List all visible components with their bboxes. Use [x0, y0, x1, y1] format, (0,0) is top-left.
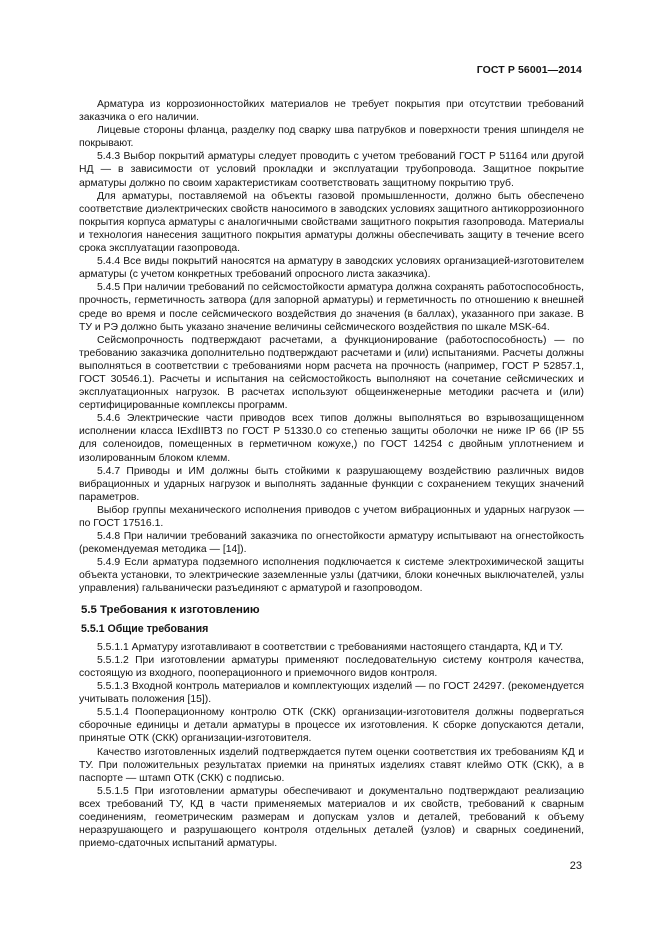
- paragraph: 5.4.8 При наличии требований заказчика по огнестойкости арматуру испытывают на огнестойкость (рекомендуемая методика — [14]).: [79, 531, 584, 556]
- page-body: [79, 98, 584, 850]
- page-number: 23: [569, 860, 582, 872]
- paragraph: 5.5.1.5 При изготовлении арматуры обеспечивают и документально подтверждают реализацию всех требований ТУ, КД в части применяемых материалов и их свойств, требований к сварным соединениям, геометрическим размерам и допускам узлов и деталей, требований к объему неразрушающего и разрушающего контроля отдельных деталей (узлов) и сварных соединений, приемо-сдаточных испытаний арматуры.: [79, 785, 584, 850]
- paragraph: 5.5.1.2 При изготовлении арматуры применяют последовательную систему контроля качества, состоящую из входного, пооперационного и приемочного видов контроля.: [79, 654, 584, 679]
- paragraph: 5.5.1.1 Арматуру изготавливают в соответствии с требованиями настоящего стандарта, КД и ТУ.: [97, 641, 564, 653]
- paragraph: 5.5.1.4 Пооперационному контролю ОТК (СКК) организации-изготовителя должны подвергаться сборочные единицы и детали арматуры в процессе их изготовления. К сборке допускаются детали, принятые ОТК (СКК) организации-изготовителя.: [79, 707, 584, 745]
- paragraph: 5.4.6 Электрические части приводов всех типов должны выполняться во взрывозащищенном исполнении класса IExdIIBT3 по ГОСТ Р 51330.0 со степенью защиты оболочки не ниже IP 66 (IP 55 для соленоидов, помещенных в герметичном кожухе,) по ГОСТ 14254 с двойным уплотнением и изолированным блоком клемм.: [79, 413, 584, 464]
- paragraph: Лицевые стороны фланца, разделку под сварку шва патрубков и поверхности трения шпинделя не покрывают.: [79, 125, 584, 150]
- paragraph: 5.4.7 Приводы и ИМ должны быть стойкими к разрушающему воздействию различных видов вибрационных и ударных нагрузок и выполнять заданные функции с сохранением текущих значений параметров.: [79, 465, 584, 503]
- paragraph: 5.4.5 При наличии требований по сейсмостойкости арматура должна сохранять работоспособность, прочность, герметичность затвора (для запорной арматуры) и герметичность по отношению к внешней среде во время и после сейсмического воздействия до значения (в баллах), указанного при заказе. В ТУ и РЭ должно быть указано значение величины сейсмического воздействия по шкале MSK-64.: [79, 282, 584, 333]
- subsection-heading: 5.5.1 Общие требования: [81, 622, 209, 635]
- section-heading: 5.5 Требования к изготовлению: [81, 603, 260, 616]
- paragraph: Арматура из коррозионностойких материалов не требует покрытия при отсутствии требований заказчика о его наличии.: [79, 99, 584, 124]
- paragraph: 5.4.4 Все виды покрытий наносятся на арматуру в заводских условиях организацией-изготовителем арматуры (с учетом конкретных требований опросного листа заказчика).: [79, 256, 584, 281]
- paragraph: 5.4.3 Выбор покрытий арматуры следует проводить с учетом требований ГОСТ Р 51164 или другой НД — в зависимости от условий прокладки и эксплуатации трубопровода. Защитное покрытие арматуры должно по своим характеристикам соответствовать защитному покрытию труб.: [79, 151, 584, 189]
- paragraph: Качество изготовленных изделий подтверждается путем оценки соответствия их требованиям КД и ТУ. При положительных результатах приемки на принятых изделиях ставят клеймо ОТК (СКК), а в паспорте — штамп ОТК (СКК) с подписью.: [79, 746, 584, 784]
- paragraph: 5.5.1.3 Входной контроль материалов и комплектующих изделий — по ГОСТ 24297. (рекомендуется учитывать положения [15]).: [79, 681, 584, 706]
- paragraph: Выбор группы механического исполнения приводов с учетом вибрационных и ударных нагрузок — по ГОСТ 17516.1.: [79, 504, 584, 529]
- document-header: ГОСТ Р 56001—2014: [476, 64, 582, 76]
- paragraph: 5.4.9 Если арматура подземного исполнения подключается к системе электрохимической защиты объекта установки, то электрические заземленные узлы (датчики, блоки конечных выключателей, узлы управления) гальванически разъединяют с арматурой и газопроводом.: [79, 557, 584, 595]
- paragraph: Для арматуры, поставляемой на объекты газовой промышленности, должно быть обеспечено соответствие диэлектрических свойств наносимого в заводских условиях защитного антикоррозионного покрытия корпуса арматуры с аналогичными свойствами защитного покрытия газопровода. Материалы и технология нанесения защитного покрытия арматуры должны обеспечивать защиту в течение всего срока эксплуатации газопровода.: [79, 190, 584, 255]
- paragraph: Сейсмопрочность подтверждают расчетами, а функционирование (работоспособность) — по требованию заказчика дополнительно подтверждают расчетами и (или) испытаниями. Расчеты должны выполняться в соответствии с требованиями норм расчета на прочность (например, ГОСТ Р 52857.1, ГОСТ 30546.1). Расчеты и испытания на сейсмостойкость выполняют на сочетание сейсмических и эксплуатационных нагрузок. В расчетах используют общеинженерные методики расчета и (или) сертифицированные комплексы программ.: [79, 334, 584, 412]
